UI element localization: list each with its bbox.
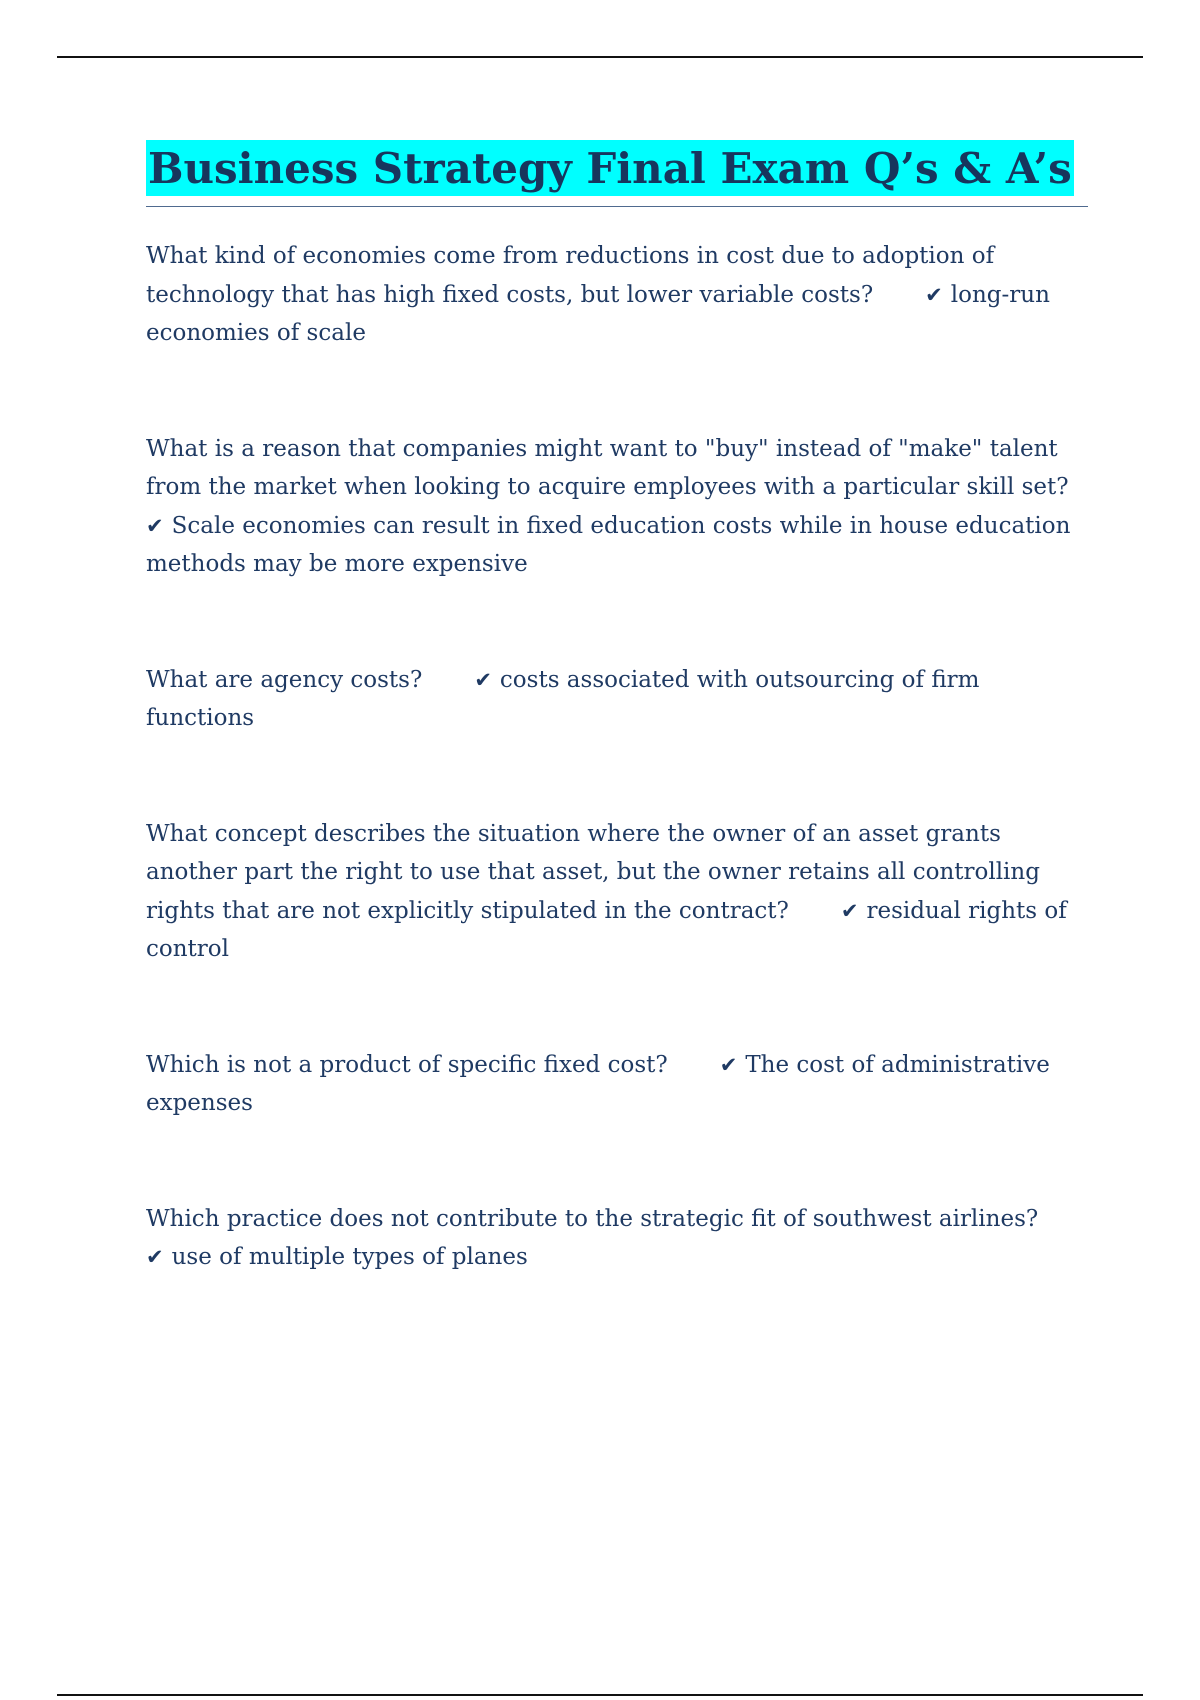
document-body (146, 140, 1088, 1277)
check-icon: ✔ (474, 667, 492, 692)
qa-item (146, 1046, 1088, 1123)
answer-text: costs associated with outsourcing of firm functions (146, 666, 980, 732)
question-text: What is a reason that companies might want to "buy" instead of "make" talent from the market when looking to acquire employees with a particular skill set? (146, 435, 1069, 501)
answer-text: The cost of administrative expenses (146, 1051, 1050, 1117)
page-top-rule (57, 56, 1143, 58)
title-underline (146, 206, 1088, 207)
qa-item (146, 661, 1088, 738)
qa-item (146, 815, 1088, 969)
qa-list (146, 237, 1088, 1277)
check-icon: ✔ (146, 1245, 164, 1270)
qa-item (146, 1200, 1088, 1277)
check-icon: ✔ (925, 282, 943, 307)
check-icon: ✔ (840, 898, 859, 923)
answer-text: long-run economies of scale (146, 281, 1050, 347)
question-text: Which practice does not contribute to the strategic fit of southwest airlines? (146, 1205, 1039, 1232)
question-text: What kind of economies come from reductions in cost due to adoption of technology that has high fixed costs, but lower variable costs? (146, 243, 995, 308)
question-text: What concept describes the situation where the owner of an asset grants another part the right to use that asset, but the owner retains all controlling rights that are not explicitly stipulated in the contract? (146, 820, 1040, 924)
document-title: Business Strategy Final Exam Q’s & A’s (146, 140, 1074, 196)
answer-text: residual rights of control (146, 897, 1067, 963)
qa-item (146, 430, 1088, 584)
page-bottom-rule (57, 1694, 1143, 1696)
check-icon: ✔ (146, 513, 164, 538)
check-icon: ✔ (719, 1052, 738, 1077)
question-text: What are agency costs? (146, 666, 423, 693)
answer-text: use of multiple types of planes (171, 1244, 528, 1271)
answer-text: Scale economies can result in fixed education costs while in house education methods may be more expensive (146, 512, 1071, 578)
qa-item (146, 237, 1088, 353)
question-text: Which is not a product of specific fixed cost? (146, 1051, 668, 1078)
